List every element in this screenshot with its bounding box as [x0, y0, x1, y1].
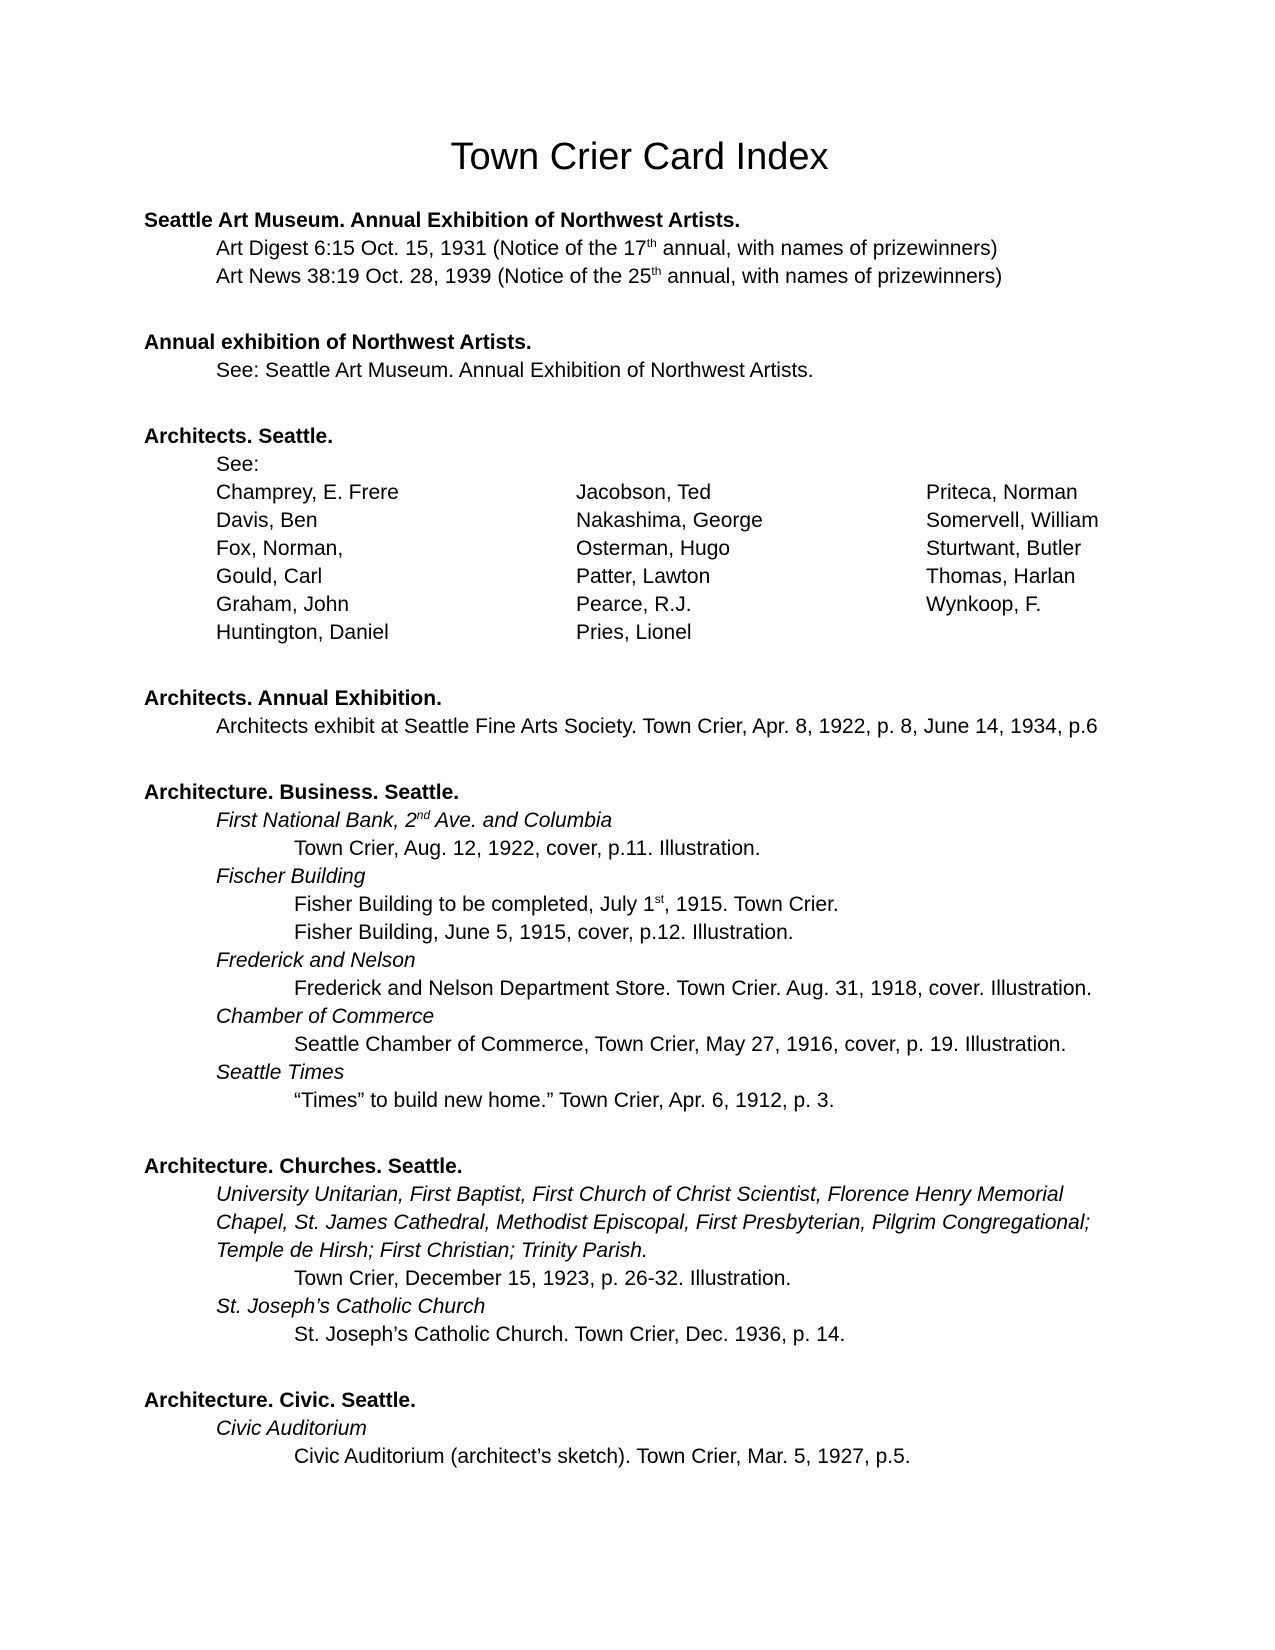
subject-title-line: Temple de Hirsh; First Christian; Trinity Parish.	[216, 1239, 648, 1262]
section-architects-annual-exhibition	[144, 685, 1135, 741]
architect-name: Patter, Lawton	[576, 565, 711, 588]
architect-name: Gould, Carl	[216, 565, 323, 588]
architect-name: Wynkoop, F.	[926, 593, 1042, 616]
section-architecture-civic	[144, 1387, 1135, 1471]
architect-names-columns	[144, 479, 1135, 647]
ordinal-superscript: nd	[416, 808, 431, 822]
architect-name: Pearce, R.J.	[576, 593, 692, 616]
citation-line: Seattle Chamber of Commerce, Town Crier, May 27, 1916, cover, p. 19. Illustration.	[294, 1033, 1067, 1056]
citation-line	[144, 235, 1135, 263]
architect-name: Somervell, William	[926, 509, 1099, 532]
ordinal-superscript: th	[651, 264, 662, 278]
subject-title: Fischer Building	[216, 865, 366, 888]
citation-text: Art Digest 6:15 Oct. 15, 1931 (Notice of the 17	[216, 237, 647, 260]
names-column-3	[926, 479, 1099, 619]
subject-title: Seattle Times	[216, 1061, 345, 1084]
architect-name: Champrey, E. Frere	[216, 481, 399, 504]
section-seattle-art-museum	[144, 207, 1135, 291]
citation-line	[144, 263, 1135, 291]
architect-name: Davis, Ben	[216, 509, 318, 532]
architect-name: Thomas, Harlan	[926, 565, 1076, 588]
subject-text: Ave. and Columbia	[430, 809, 613, 832]
section-heading: Architecture. Business. Seattle.	[144, 781, 460, 804]
citation-line	[144, 891, 1135, 919]
citation-line: Town Crier, Aug. 12, 1922, cover, p.11. Illustration.	[294, 837, 761, 860]
section-architecture-business	[144, 779, 1135, 1115]
section-heading: Seattle Art Museum. Annual Exhibition of Northwest Artists.	[144, 209, 741, 232]
citation-text: Fisher Building to be completed, July 1	[294, 893, 655, 916]
subject-text: First National Bank, 2	[216, 809, 417, 832]
ordinal-superscript: th	[646, 236, 657, 250]
citation-line: “Times” to build new home.” Town Crier, Apr. 6, 1912, p. 3.	[294, 1089, 835, 1112]
section-heading: Architecture. Civic. Seattle.	[144, 1389, 416, 1412]
names-column-1	[216, 479, 399, 647]
subject-title-line: Chapel, St. James Cathedral, Methodist Episcopal, First Presbyterian, Pilgrim Congregational;	[216, 1211, 1091, 1234]
ordinal-superscript: st	[654, 892, 665, 906]
architect-name: Fox, Norman,	[216, 537, 344, 560]
document-title: Town Crier Card Index	[450, 136, 829, 178]
citation-line: St. Joseph’s Catholic Church. Town Crier, Dec. 1936, p. 14.	[294, 1323, 846, 1346]
section-heading: Architects. Annual Exhibition.	[144, 687, 442, 710]
see-label: See:	[216, 453, 260, 476]
section-heading: Architecture. Churches. Seattle.	[144, 1155, 463, 1178]
citation-line: Town Crier, December 15, 1923, p. 26-32. Illustration.	[294, 1267, 792, 1290]
citation-line: Fisher Building, June 5, 1915, cover, p.12. Illustration.	[294, 921, 794, 944]
see-reference: See: Seattle Art Museum. Annual Exhibition of Northwest Artists.	[216, 359, 814, 382]
architect-name: Graham, John	[216, 593, 350, 616]
citation-line: Frederick and Nelson Department Store. Town Crier. Aug. 31, 1918, cover. Illustration.	[294, 977, 1093, 1000]
subject-title: Civic Auditorium	[216, 1417, 367, 1440]
citation-text: Art News 38:19 Oct. 28, 1939 (Notice of the 25	[216, 265, 652, 288]
section-annual-exhibition-cross-ref	[144, 329, 1135, 385]
subject-title: St. Joseph’s Catholic Church	[216, 1295, 486, 1318]
section-heading: Architects. Seattle.	[144, 425, 334, 448]
subject-title-line: University Unitarian, First Baptist, First Church of Christ Scientist, Florence Henry Memorial	[216, 1183, 1064, 1206]
section-architects-seattle	[144, 423, 1135, 647]
subject-title: Frederick and Nelson	[216, 949, 416, 972]
citation-text: , 1915. Town Crier.	[664, 893, 839, 916]
architect-name: Huntington, Daniel	[216, 621, 389, 644]
subject-title: Chamber of Commerce	[216, 1005, 435, 1028]
architect-name: Jacobson, Ted	[576, 481, 712, 504]
citation-text: annual, with names of prizewinners)	[656, 237, 998, 260]
citation-line: Architects exhibit at Seattle Fine Arts Society. Town Crier, Apr. 8, 1922, p. 8, June 14, 1934, p.6	[216, 715, 1098, 738]
citation-line: Civic Auditorium (architect’s sketch). Town Crier, Mar. 5, 1927, p.5.	[294, 1445, 911, 1468]
architect-name: Nakashima, George	[576, 509, 763, 532]
section-heading: Annual exhibition of Northwest Artists.	[144, 331, 532, 354]
citation-text: annual, with names of prizewinners)	[661, 265, 1003, 288]
section-architecture-churches	[144, 1153, 1135, 1349]
subject-title	[144, 807, 1135, 835]
architect-name: Pries, Lionel	[576, 621, 692, 644]
names-column-2	[576, 479, 763, 647]
architect-name: Priteca, Norman	[926, 481, 1078, 504]
architect-name: Sturtwant, Butler	[926, 537, 1082, 560]
architect-name: Osterman, Hugo	[576, 537, 731, 560]
